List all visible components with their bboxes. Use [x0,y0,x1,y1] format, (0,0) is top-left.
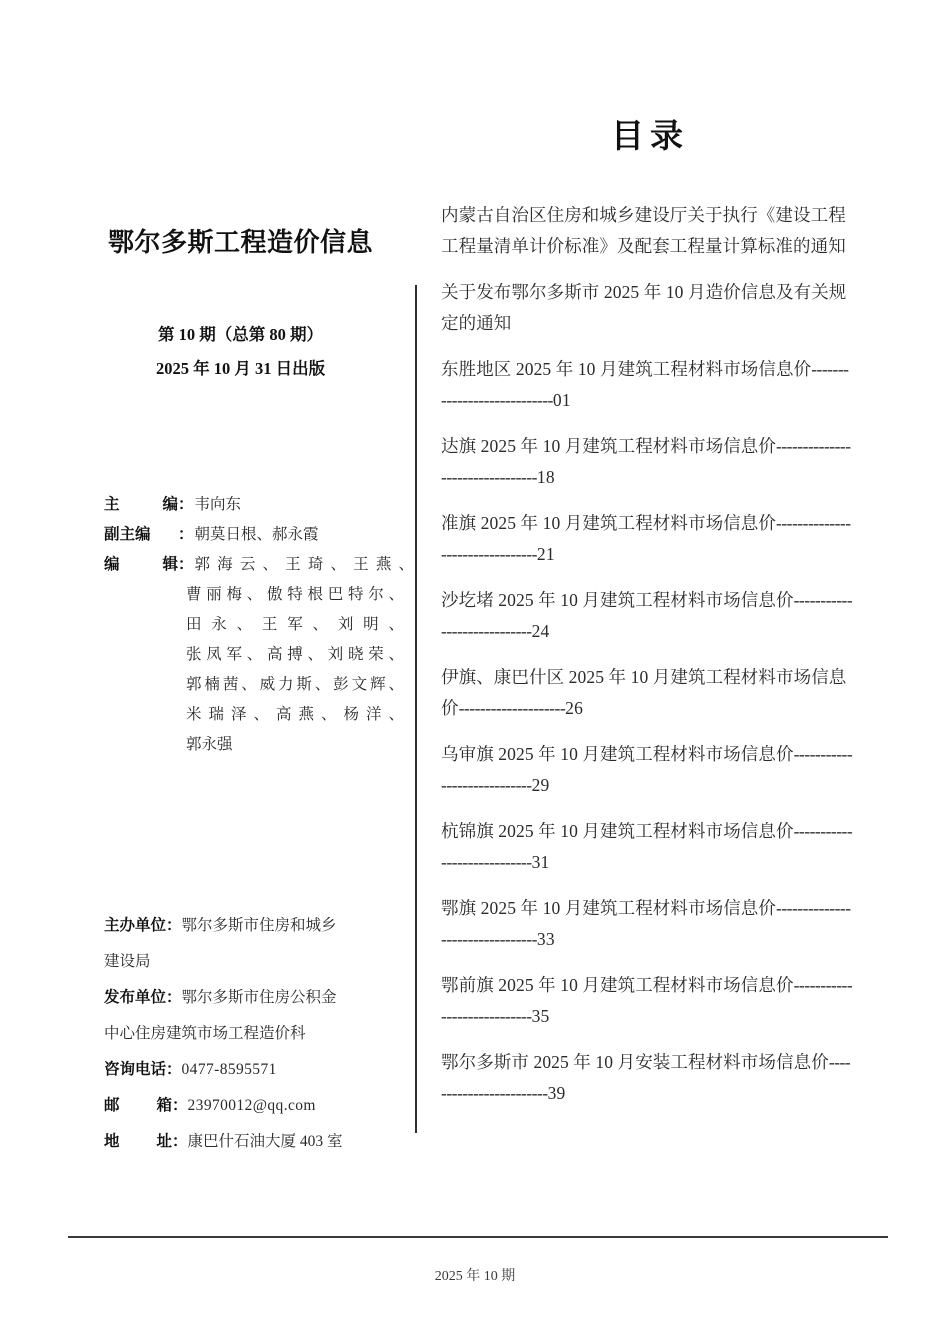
toc-entry-title: 东胜地区 2025 年 10 月建筑工程材料市场信息价 [441,359,812,379]
staff-row-deputy-editor [104,520,414,550]
chief-editor-value: 韦向东 [194,496,242,513]
editors-line: 田永、王军、刘明、 [186,616,404,633]
editors-line: 郭海云、王琦、王燕、 [194,556,414,573]
toc-entry-title: 沙圪堵 2025 年 10 月建筑工程材料市场信息价 [441,590,794,610]
toc-entry-title: 乌审旗 2025 年 10 月建筑工程材料市场信息价 [441,744,794,764]
pub-row-email [104,1088,424,1124]
address-label: 地 址 [104,1133,172,1150]
toc-entry-leader: ---------------------------- [441,975,853,1026]
editors-line: 曹丽梅、傲特根巴特尔、 [186,586,404,603]
toc-entry[interactable] [441,277,853,339]
email-label: 邮 箱 [104,1097,172,1114]
toc-heading: 目录 [611,119,689,155]
toc-entry[interactable] [441,508,853,570]
masthead-column [68,0,413,1344]
publisher-info [104,908,424,1160]
host-value: 鄂尔多斯市住房和城乡 [181,917,337,934]
editors-line: 米瑞泽、高燕、杨洋、 [186,706,404,723]
toc-entry-page: 24 [531,621,550,641]
toc-entry-leader: -------------------------------- [441,513,851,564]
publish-date: 2025 年 10 月 31 日出版 [155,359,326,378]
editorial-staff [104,490,414,760]
editors-colon: ： [178,556,194,573]
toc-entry-page: 21 [536,544,555,564]
toc-entry[interactable] [441,431,853,493]
toc-entry[interactable] [441,816,853,878]
toc-entry-leader: -------------------------------- [441,436,851,487]
toc-entry-title: 关于发布鄂尔多斯市 2025 年 10 月造价信息及有关规定的通知 [441,282,847,333]
pub-row-phone [104,1052,424,1088]
staff-row-chief-editor [104,490,414,520]
deputy-editor-label: 副主编 [104,526,151,543]
toc-entry-title: 鄂前旗 2025 年 10 月建筑工程材料市场信息价 [441,975,794,995]
publication-title: 鄂尔多斯工程造价信息 [107,228,373,257]
host-colon: ： [166,917,182,934]
toc-entry-page: 35 [531,1006,550,1026]
toc-entry[interactable] [441,585,853,647]
toc-entry[interactable] [441,200,853,262]
address-colon: ： [172,1133,188,1150]
issuer-colon: ： [166,989,182,1006]
email-colon: ： [172,1097,188,1114]
toc-entry-leader: ---------------------------- [441,359,849,410]
issue-info [68,318,413,386]
pub-row-address [104,1124,424,1160]
address-value: 康巴什石油大厦 403 室 [187,1133,343,1150]
toc-entry-page: 18 [536,467,555,487]
toc-entry-title: 达旗 2025 年 10 月建筑工程材料市场信息价 [441,436,776,456]
toc-entry-page: 01 [552,390,571,410]
toc-entry-page: 26 [565,698,584,718]
toc-entry-title: 内蒙古自治区住房和城乡建设厅关于执行《建设工程工程量清单计价标准》及配套工程量计算标准的通知 [441,205,846,256]
toc-entry-title: 杭锦旗 2025 年 10 月建筑工程材料市场信息价 [441,821,794,841]
toc-entry-leader: ---------------------------- [441,590,853,641]
editors-label: 编 辑 [104,556,178,573]
footer-issue-label: 2025 年 10 期 [434,1269,516,1284]
toc-entry-page: 33 [536,929,555,949]
toc-entry-leader: ------------------------ [441,1052,851,1103]
staff-row-editors [104,550,414,580]
toc-entry-leader: -------------------- [458,698,566,718]
host-value-cont: 建设局 [104,953,151,970]
chief-editor-colon: ： [178,496,194,513]
toc-entry[interactable] [441,739,853,801]
phone-colon: ： [166,1061,182,1078]
toc-entry-leader: -------------------------------- [441,898,851,949]
column-divider [415,285,417,1133]
toc-entry[interactable] [441,970,853,1032]
toc-entry[interactable] [441,354,853,416]
issuer-value-cont: 中心住房建筑市场工程造价科 [104,1025,306,1042]
pub-row-issuer [104,980,424,1016]
chief-editor-label: 主 编 [104,496,178,513]
toc-entry-title: 鄂尔多斯市 2025 年 10 月安装工程材料市场信息价 [441,1052,829,1072]
toc-entry-title: 鄂旗 2025 年 10 月建筑工程材料市场信息价 [441,898,776,918]
issuer-label: 发布单位 [104,989,167,1006]
toc-entry[interactable] [441,893,853,955]
toc-entry-title: 伊旗、康巴什区 2025 年 10 月建筑工程材料市场信息价 [441,667,847,718]
toc-entry[interactable] [441,1047,853,1109]
deputy-editor-value: 朝莫日根、郝永霞 [194,526,319,543]
pub-row-host [104,908,424,944]
toc-list [441,200,853,1124]
footer-divider [68,1236,888,1238]
editors-line: 郭楠茜、威力斯、彭文辉、 [186,676,404,693]
issue-number: 第 10 期（总第 80 期） [158,325,323,344]
toc-entry-page: 29 [531,775,550,795]
toc-entry[interactable] [441,662,853,724]
issuer-value: 鄂尔多斯市住房公积金 [181,989,337,1006]
toc-entry-page: 31 [531,852,550,872]
editors-line: 郭永强 [186,736,233,753]
host-label: 主办单位 [104,917,167,934]
phone-value[interactable]: 0477-8595571 [181,1061,277,1078]
deputy-editor-colon: ： [178,526,194,543]
toc-entry-page: 39 [547,1083,566,1103]
toc-entry-title: 准旗 2025 年 10 月建筑工程材料市场信息价 [441,513,776,533]
toc-entry-leader: ---------------------------- [441,821,853,872]
toc-entry-leader: ---------------------------- [441,744,853,795]
phone-label: 咨询电话 [104,1061,167,1078]
editors-line: 张凤军、高搏、刘晓荣、 [186,646,404,663]
email-value[interactable]: 23970012@qq.com [187,1097,316,1114]
